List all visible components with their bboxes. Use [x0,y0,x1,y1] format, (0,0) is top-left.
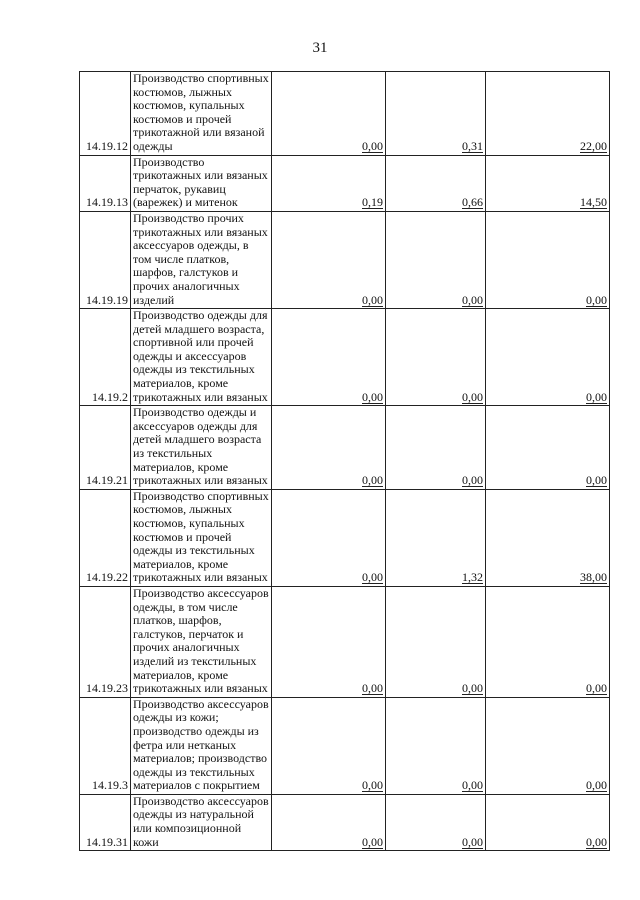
activity-code-cell-text: 14.19.19 [86,292,128,307]
activity-code-cell-text: 14.19.23 [86,681,128,696]
value-cell-2 [386,489,486,586]
table-row [80,309,610,406]
value-cell-3-text: 22,00 [580,138,607,153]
value-cell-1 [272,697,386,794]
value-cell-1-text: 0,00 [362,473,383,488]
activity-codes-table [79,71,610,851]
value-cell-2-text: 0,00 [462,778,483,793]
value-cell-1-text: 0,00 [362,138,383,153]
table-row [80,72,610,156]
activity-name-cell-text: Производство одежды для детей младшего возраста, спортивной или прочей одежды и аксессуаров одежды из текстильных материалов, кроме трикотажных или вязаных [133,308,268,404]
value-cell-1-text: 0,19 [362,195,383,210]
activity-name-cell [131,794,272,850]
value-cell-2 [386,309,486,406]
value-cell-3-text: 0,00 [586,292,607,307]
value-cell-2 [386,72,486,156]
value-cell-1 [272,155,386,211]
value-cell-1 [272,489,386,586]
value-cell-1 [272,794,386,850]
activity-name-cell [131,586,272,697]
value-cell-2 [386,406,486,490]
value-cell-3-text: 14,50 [580,195,607,210]
activity-name-cell-text: Производство прочих трикотажных или вязаных аксессуаров одежды, в том числе платков, шарфов, галстуков и прочих аналогичных изделий [133,211,268,307]
value-cell-1 [272,211,386,308]
table-row [80,406,610,490]
value-cell-3 [486,406,610,490]
value-cell-3-text: 0,00 [586,473,607,488]
table-row [80,697,610,794]
value-cell-1-text: 0,00 [362,389,383,404]
activity-code-cell-text: 14.19.13 [86,195,128,210]
activity-name-cell [131,697,272,794]
activity-code-cell [80,794,131,850]
activity-name-cell-text: Производство аксессуаров одежды, в том числе платков, шарфов, галстуков, перчаток и прочих аналогичных изделий из текстильных материалов, кроме трикотажных или вязаных [133,586,269,696]
value-cell-3 [486,72,610,156]
value-cell-2-text: 1,32 [462,570,483,585]
activity-name-cell [131,155,272,211]
table-row [80,794,610,850]
activity-code-cell-text: 14.19.31 [86,834,128,849]
value-cell-1-text: 0,00 [362,570,383,585]
value-cell-1 [272,309,386,406]
value-cell-3-text: 0,00 [586,681,607,696]
table-row [80,211,610,308]
value-cell-2 [386,155,486,211]
value-cell-2-text: 0,00 [462,389,483,404]
value-cell-1-text: 0,00 [362,778,383,793]
activity-name-cell-text: Производство спортивных костюмов, лыжных костюмов, купальных костюмов и прочей одежды из текстильных материалов, кроме трикотажных или вязаных [133,489,269,585]
activity-name-cell-text: Производство спортивных костюмов, лыжных костюмов, купальных костюмов и прочей трикотажной или вязаной одежды [133,71,269,153]
value-cell-2-text: 0,00 [462,292,483,307]
value-cell-3 [486,586,610,697]
value-cell-2-text: 0,66 [462,195,483,210]
activity-name-cell-text: Производство одежды и аксессуаров одежды для детей младшего возраста из текстильных материалов, кроме трикотажных или вязаных [133,405,268,488]
table-body [80,72,610,851]
activity-name-cell [131,489,272,586]
value-cell-2 [386,794,486,850]
activity-name-cell-text: Производство аксессуаров одежды из натуральной или композиционной кожи [133,794,269,849]
value-cell-2 [386,586,486,697]
value-cell-1 [272,586,386,697]
value-cell-2 [386,211,486,308]
value-cell-1 [272,406,386,490]
table-row [80,489,610,586]
activity-name-cell [131,309,272,406]
activity-name-cell-text: Производство аксессуаров одежды из кожи; производство одежды из фетра или нетканых материалов; производство одежды из текстильных материалов с покрытием [133,697,269,793]
activity-code-cell-text: 14.19.3 [92,778,128,793]
value-cell-2-text: 0,00 [462,473,483,488]
value-cell-1 [272,72,386,156]
value-cell-2 [386,697,486,794]
activity-code-cell [80,211,131,308]
value-cell-3 [486,155,610,211]
value-cell-3-text: 0,00 [586,778,607,793]
activity-code-cell [80,586,131,697]
value-cell-3 [486,211,610,308]
value-cell-3-text: 0,00 [586,834,607,849]
activity-name-cell [131,72,272,156]
value-cell-3-text: 38,00 [580,570,607,585]
table-row [80,155,610,211]
activity-code-cell [80,489,131,586]
activity-name-cell [131,211,272,308]
value-cell-1-text: 0,00 [362,292,383,307]
activity-code-cell-text: 14.19.21 [86,473,128,488]
activity-code-cell [80,406,131,490]
value-cell-2-text: 0,00 [462,681,483,696]
value-cell-3 [486,489,610,586]
activity-code-cell-text: 14.19.2 [92,389,128,404]
value-cell-2-text: 0,00 [462,834,483,849]
activity-name-cell-text: Производство трикотажных или вязаных перчаток, рукавиц (варежек) и митенок [133,155,268,210]
value-cell-3 [486,697,610,794]
value-cell-1-text: 0,00 [362,834,383,849]
activity-code-cell-text: 14.19.22 [86,570,128,585]
activity-code-cell [80,155,131,211]
value-cell-1-text: 0,00 [362,681,383,696]
activity-code-cell-text: 14.19.12 [86,138,128,153]
activity-code-cell [80,72,131,156]
activity-code-cell [80,309,131,406]
value-cell-3 [486,794,610,850]
activity-code-cell [80,697,131,794]
value-cell-2-text: 0,31 [462,138,483,153]
value-cell-3-text: 0,00 [586,389,607,404]
table-row [80,586,610,697]
activity-name-cell [131,406,272,490]
page-number: 31 [312,40,328,56]
value-cell-3 [486,309,610,406]
